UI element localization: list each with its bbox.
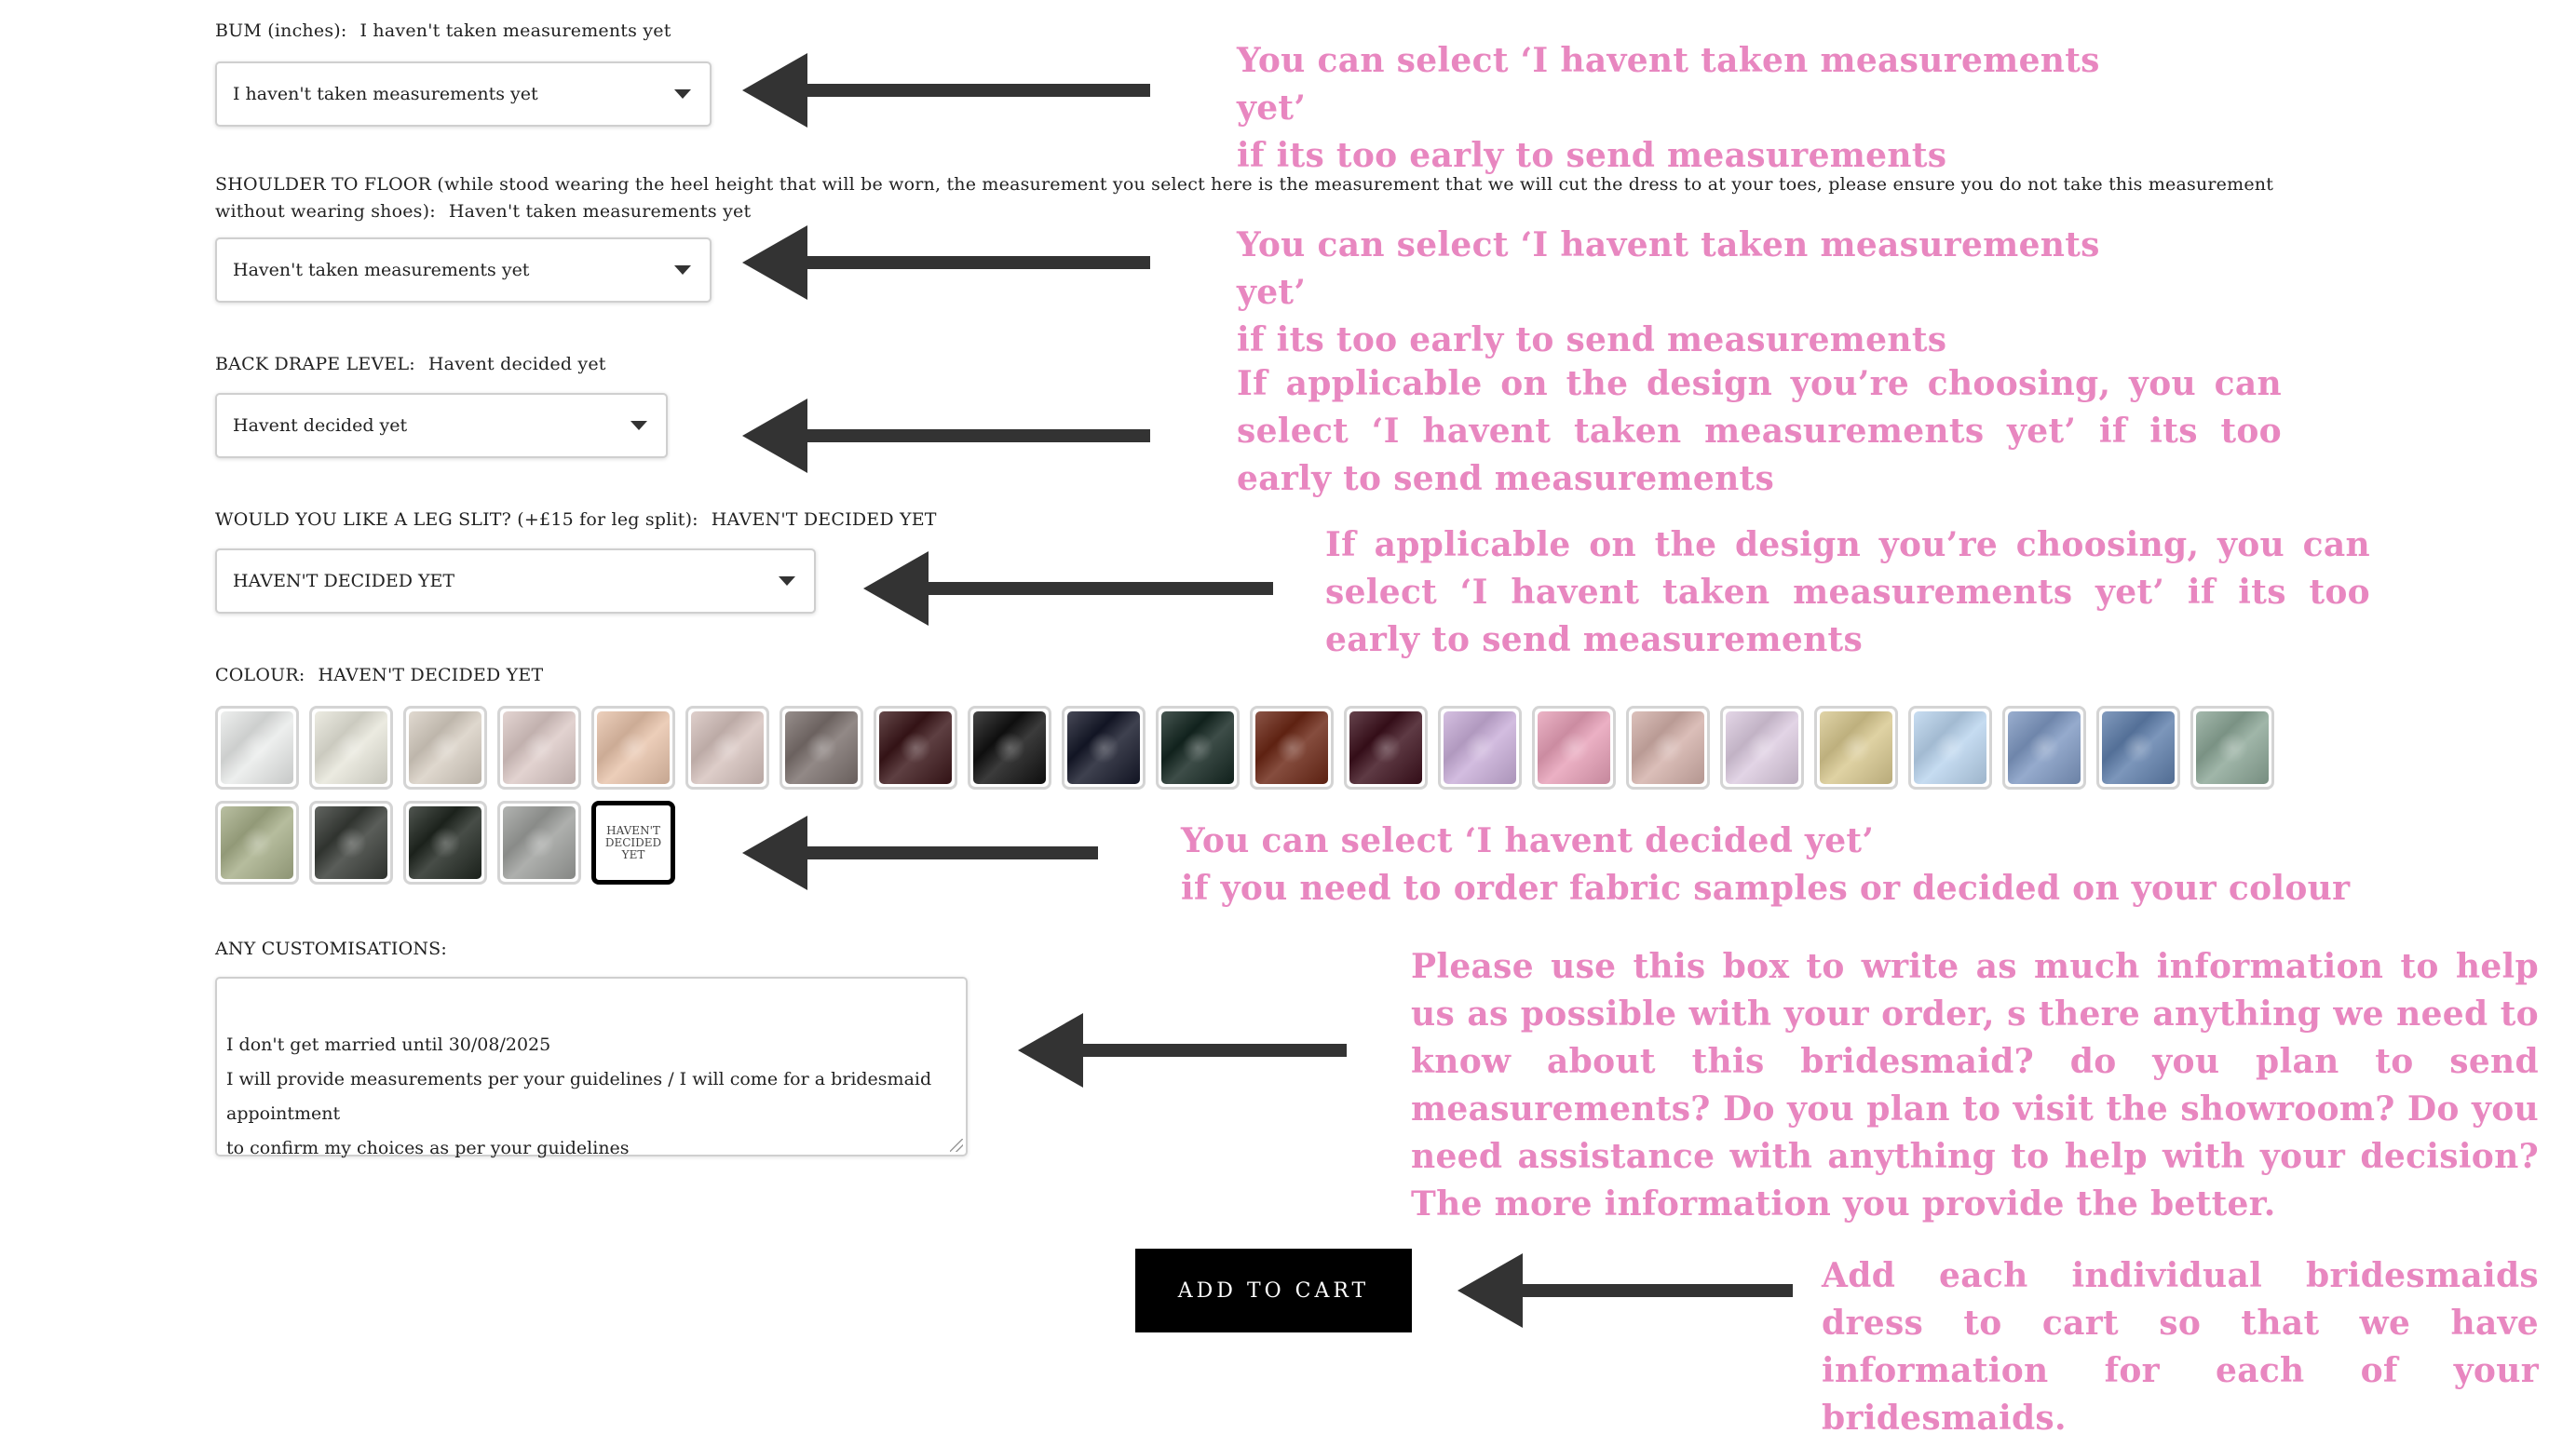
note-shoulder: You can select ‘I havent taken measurements yet’ if its too early to send measurements (1237, 225, 2100, 359)
leg-slit-label-text: WOULD YOU LIKE A LEG SLIT? (+£15 for leg split): (215, 509, 698, 530)
colour-swatch[interactable] (1250, 706, 1334, 790)
colour-label (215, 665, 543, 685)
colour-swatch[interactable] (1438, 706, 1522, 790)
swatch-fabric (2102, 711, 2175, 784)
colour-swatch[interactable] (1344, 706, 1428, 790)
swatch-fabric (691, 711, 764, 784)
arrow-shaft (1513, 1284, 1793, 1297)
colour-swatch[interactable] (1062, 706, 1146, 790)
colour-swatch[interactable] (874, 706, 957, 790)
chevron-down-icon (779, 576, 795, 586)
arrow-left-icon (742, 225, 1150, 300)
arrow-left-icon (742, 53, 1150, 128)
arrow-shaft (796, 429, 1150, 442)
chevron-down-icon (630, 421, 647, 430)
back-drape-select-value: Havent decided yet (233, 415, 408, 436)
colour-swatch[interactable] (215, 706, 299, 790)
shoulder-select[interactable] (215, 237, 712, 303)
colour-selected-text: HAVEN'T DECIDED YET (318, 665, 544, 685)
swatch-fabric (1538, 711, 1610, 784)
swatch-fabric (1067, 711, 1140, 784)
arrow-shaft (1072, 1044, 1347, 1057)
arrow-left-icon (742, 816, 1098, 890)
chevron-down-icon (674, 265, 691, 275)
bum-select-value: I haven't taken measurements yet (233, 84, 538, 104)
add-to-cart-button[interactable]: ADD TO CART (1135, 1249, 1412, 1332)
swatch-fabric (409, 711, 481, 784)
colour-swatch[interactable] (497, 801, 581, 885)
back-drape-select[interactable] (215, 393, 668, 458)
customisations-text: I don't get married until 30/08/2025 I will provide measurements per your guidelines / I will come for a bridesmaid appointment to confirm my choices as per your guidelines (226, 1035, 932, 1158)
note-bum: You can select ‘I havent taken measurements yet’ if its too early to send measurements (1237, 41, 2100, 175)
arrow-left-icon (1457, 1253, 1793, 1328)
swatch-fabric (1349, 711, 1422, 784)
note-add-to-cart: Add each individual bridesmaids dress to cart so that we have information for each of your bridesmaids. (1822, 1256, 2539, 1438)
swatch-fabric (315, 711, 387, 784)
colour-swatch[interactable] (2002, 706, 2086, 790)
chevron-down-icon (674, 89, 691, 99)
colour-swatch[interactable] (685, 706, 769, 790)
arrow-shaft (796, 84, 1150, 97)
customisations-textarea[interactable] (215, 977, 968, 1156)
colour-swatch[interactable] (215, 801, 299, 885)
customisations-label: ANY CUSTOMISATIONS: (215, 939, 448, 959)
note-leg-slit: If applicable on the design you’re choosing, you can select ‘I havent taken measurements yet’ if its too early to send measurements (1325, 525, 2370, 659)
swatch-fabric (879, 711, 952, 784)
arrow-left-icon (1018, 1013, 1347, 1088)
colour-swatch[interactable] (309, 801, 393, 885)
colour-swatch-undecided[interactable] (591, 801, 675, 885)
resize-grip-icon[interactable] (950, 1139, 963, 1152)
back-drape-label-text: BACK DRAPE LEVEL: (215, 354, 415, 374)
swatch-fabric (503, 711, 576, 784)
note-colour: You can select ‘I havent decided yet’ if you need to order fabric samples or decided on your colour (1181, 821, 2351, 908)
swatch-undecided-label: HAVEN'T DECIDED YET (604, 823, 662, 861)
swatch-fabric (1444, 711, 1516, 784)
colour-swatch[interactable] (2190, 706, 2274, 790)
swatch-fabric (315, 806, 387, 879)
shoulder-selected-text: Haven't taken measurements yet (448, 201, 752, 222)
note-back-drape: If applicable on the design you’re choosing, you can select ‘I havent taken measurements yet’ if its too early to send measurements (1237, 364, 2282, 498)
swatch-fabric (2008, 711, 2081, 784)
colour-swatch[interactable] (1626, 706, 1710, 790)
colour-swatch[interactable] (403, 801, 487, 885)
swatch-fabric (2196, 711, 2269, 784)
bum-selected-text: I haven't taken measurements yet (359, 20, 671, 41)
swatch-fabric (1161, 711, 1234, 784)
swatch-fabric (1726, 711, 1798, 784)
colour-swatch[interactable] (403, 706, 487, 790)
leg-slit-select-value: HAVEN'T DECIDED YET (233, 571, 455, 591)
shoulder-select-value: Haven't taken measurements yet (233, 260, 530, 280)
swatch-fabric (785, 711, 858, 784)
swatch-fabric (409, 806, 481, 879)
colour-swatch[interactable] (1908, 706, 1992, 790)
colour-swatch[interactable] (1156, 706, 1240, 790)
arrow-shaft (800, 846, 1098, 859)
leg-slit-selected-text: HAVEN'T DECIDED YET (711, 509, 937, 530)
back-drape-selected-text: Havent decided yet (427, 354, 606, 374)
colour-swatch[interactable] (1532, 706, 1616, 790)
colour-swatch[interactable] (591, 706, 675, 790)
colour-swatch[interactable] (1720, 706, 1804, 790)
swatch-fabric (221, 806, 293, 879)
bum-label-text: BUM (inches): (215, 20, 347, 41)
swatch-fabric (973, 711, 1046, 784)
swatch-fabric (1632, 711, 1704, 784)
colour-label-text: COLOUR: (215, 665, 305, 685)
colour-swatch[interactable] (1814, 706, 1898, 790)
arrow-shaft (919, 582, 1273, 595)
bum-select[interactable] (215, 61, 712, 127)
colour-swatch[interactable] (309, 706, 393, 790)
swatch-fabric (1820, 711, 1892, 784)
leg-slit-select[interactable] (215, 548, 816, 614)
arrow-left-icon (863, 551, 1273, 626)
colour-swatch[interactable] (968, 706, 1051, 790)
swatch-fabric (503, 806, 576, 879)
arrow-shaft (796, 256, 1150, 269)
shoulder-label-text: SHOULDER TO FLOOR (while stood wearing the heel height that will be worn, the measurement you select here is the measurement that we will cut the dress to at your toes, please ensure you do not take this measurement without wearing shoes): (215, 174, 2274, 222)
colour-swatch[interactable] (780, 706, 863, 790)
arrow-left-icon (742, 399, 1150, 473)
bum-label (215, 20, 671, 41)
swatch-fabric (1255, 711, 1328, 784)
swatch-fabric (221, 711, 293, 784)
note-customisations: Please use this box to write as much information to help us as possible with your order, s there anything we need to know about this bridesmaid? do you plan to send measurements? Do you plan to visit the showroom? Do you need assistance with anything to help with your decision? The more information you provide the better. (1411, 947, 2539, 1224)
arrow-head (742, 816, 807, 890)
leg-slit-label (215, 509, 937, 530)
back-drape-label (215, 354, 606, 374)
colour-swatch[interactable] (2096, 706, 2180, 790)
colour-swatch[interactable] (497, 706, 581, 790)
swatch-fabric (1914, 711, 1986, 784)
swatch-fabric (597, 711, 670, 784)
